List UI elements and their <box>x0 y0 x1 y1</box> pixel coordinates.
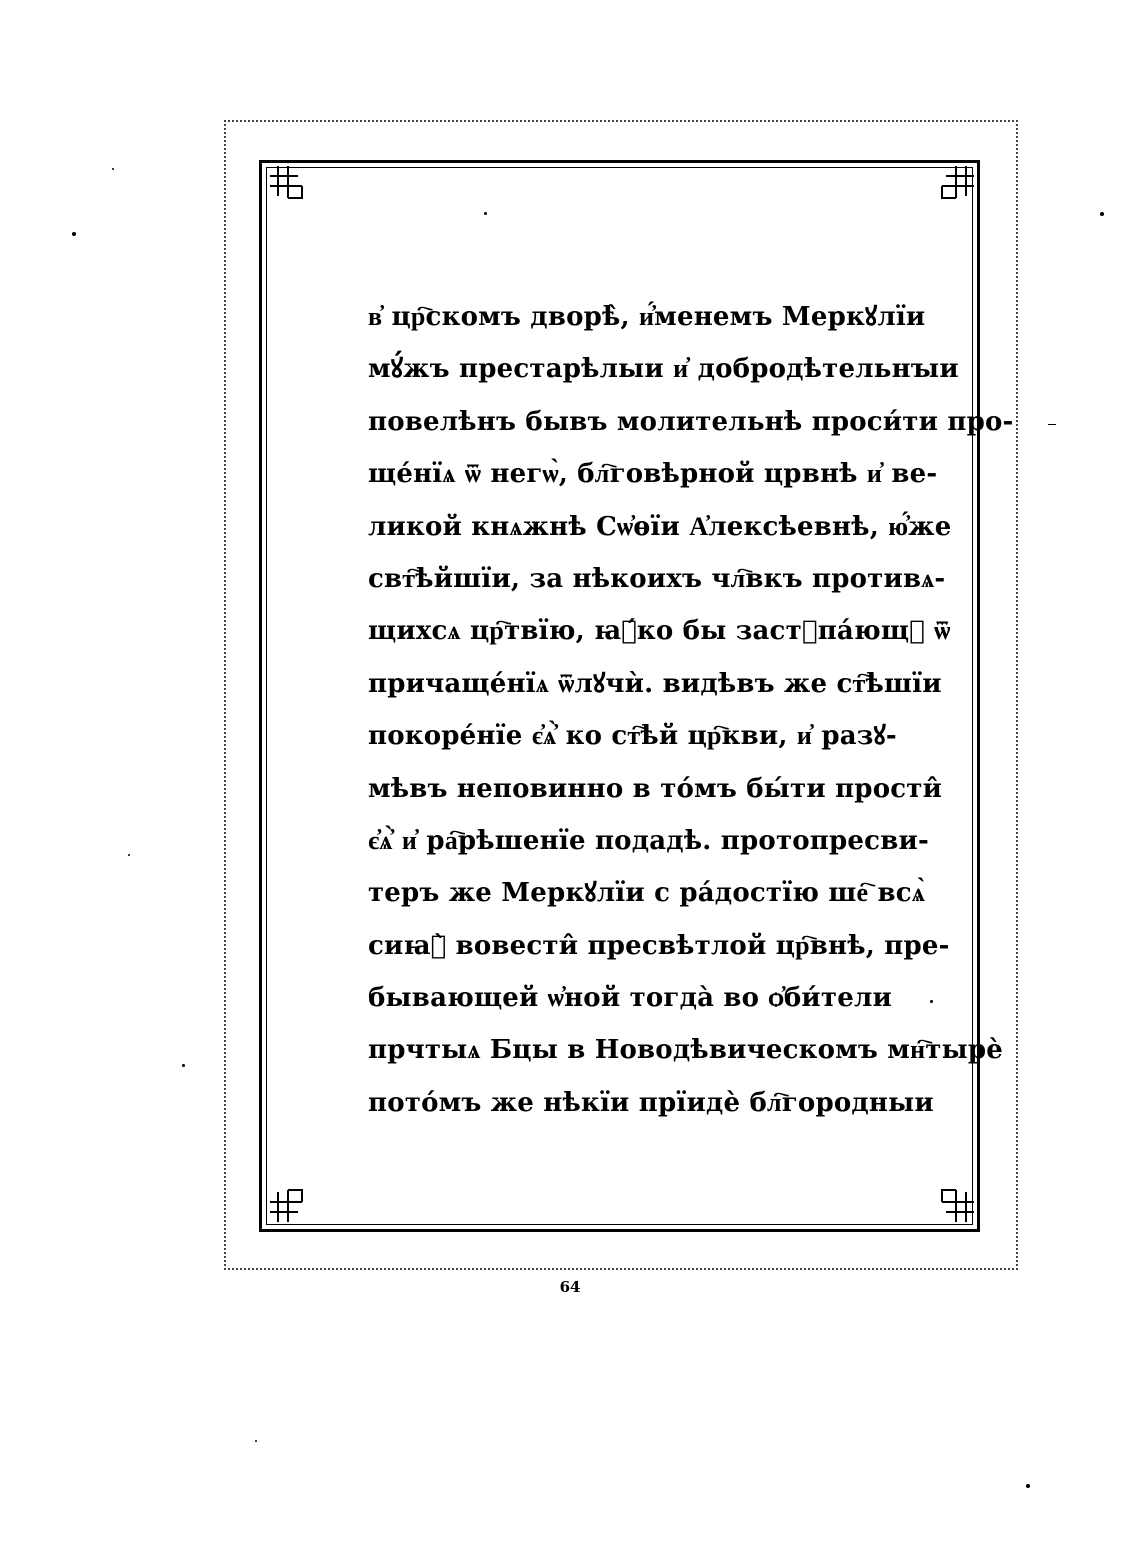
corner-ornament-top-right-icon <box>938 164 976 202</box>
corner-ornament-top-left-icon <box>268 164 306 202</box>
text-line: прчтыѧ Бцы в Новодѣвическомъ мн҇тырѐ <box>368 1035 1003 1066</box>
scan-speck <box>930 1000 933 1003</box>
text-line: теръ же Меркꙋлїи с ра́достїю ше҇ всѧ̀ <box>368 878 926 909</box>
text-line: сиꙗ҆̀ вовести̂ пресвѣтлой цр҇внѣ, пре- <box>368 930 950 961</box>
corner-ornament-bottom-left-icon <box>268 1186 306 1224</box>
text-line: ще́нїѧ ѿ негѡ̀, бл҇говѣрной црвнѣ и҆ ве- <box>368 459 938 490</box>
scan-speck <box>1026 1484 1030 1488</box>
scan-speck <box>1100 212 1104 216</box>
corner-ornament-bottom-right-icon <box>938 1186 976 1224</box>
text-line: покоре́нїе є҆ѧ҆̀ ко ст҇ѣй цр҇кви, и҆ разꙋ- <box>368 721 897 752</box>
scan-speck <box>72 232 76 236</box>
text-line: в҆ цр҇скомъ дворѣ̀, и҆́менемъ Меркꙋлїи <box>368 302 926 332</box>
scan-speck <box>112 168 114 170</box>
body-text <box>368 291 1014 1129</box>
text-line: мѣвъ неповинно в то́мъ бы́ти прости̂ <box>368 773 943 804</box>
text-line: є҆ѧ҆̀ и҆ ра҇рѣшенїе подадѣ. протопресви- <box>368 825 929 856</box>
text-line: бывающей ѡ҆ной тогда̀ во ѻ҆би́тели <box>368 983 892 1014</box>
text-line: свт҇ѣйшїи, за нѣкоихъ чл҇вкъ противѧ- <box>368 563 946 594</box>
scan-speck <box>484 212 487 215</box>
text-line: щихсѧ цр҇твїю, ꙗ҆́ко бы застꙋпа́ющꙋ ѿ <box>368 616 951 647</box>
scan-speck <box>1048 424 1056 425</box>
text-line: повелѣнъ бывъ молительнѣ проси́ти про- <box>368 406 1014 437</box>
text-line: ликой кнѧжнѣ Сѡ҆ѳїи А҆лексѣевнѣ, ю҆́же <box>368 511 952 542</box>
text-line: причаще́нїѧ ѿлꙋчѝ. видѣвъ же ст҇ѣшїи <box>368 668 942 699</box>
scan-speck <box>128 854 130 856</box>
text-line: пото́мъ же нѣкїи прїидѐ бл҇городныи <box>368 1087 934 1118</box>
scan-speck <box>182 1064 185 1067</box>
scan-speck <box>255 1440 257 1442</box>
text-line: мꙋ́жъ престарѣлыи и҆ добродѣтельнꙑи <box>368 354 959 385</box>
page-number: 64 <box>559 1278 581 1296</box>
